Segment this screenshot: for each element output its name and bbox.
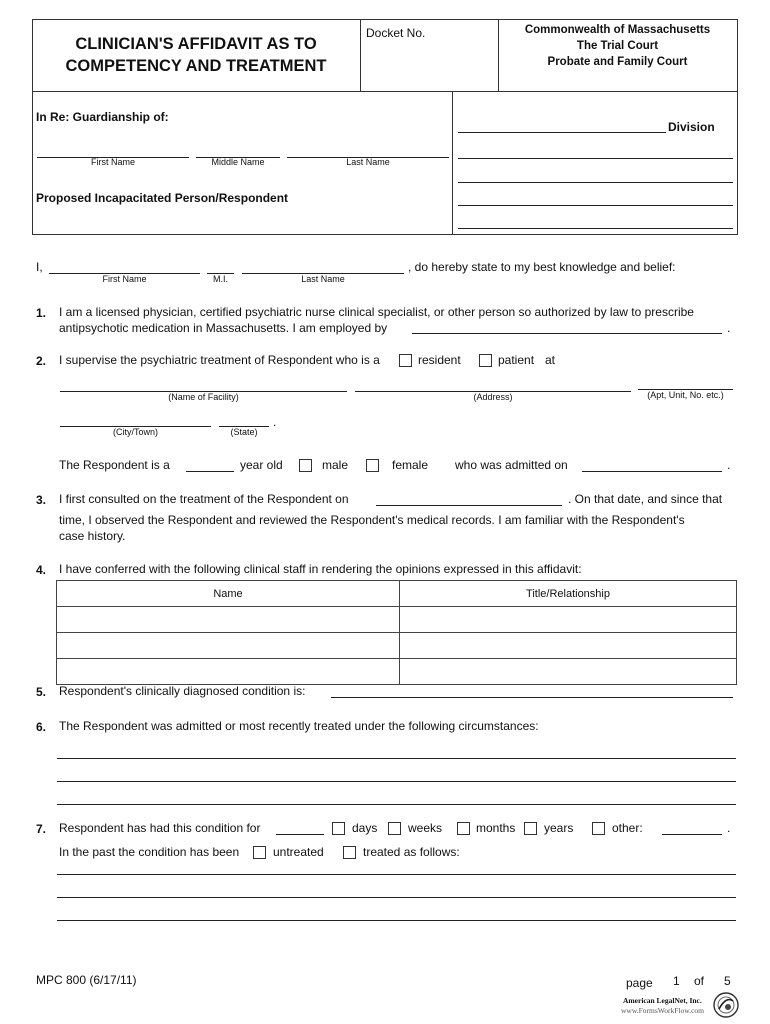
- other-duration-field[interactable]: [662, 834, 722, 835]
- item7-text: Respondent has had this condition for: [59, 821, 261, 835]
- division-label: Division: [668, 120, 715, 134]
- item6-number: 6.: [36, 720, 47, 734]
- form-title-line2: COMPETENCY AND TREATMENT: [65, 57, 327, 75]
- court-address-line4[interactable]: [458, 228, 733, 229]
- year-old-label: year old: [240, 458, 283, 472]
- respondent-is-label: The Respondent is a: [59, 458, 170, 472]
- male-checkbox[interactable]: [299, 459, 312, 472]
- item2-number: 2.: [36, 354, 47, 368]
- ward-last-name-caption: Last Name: [346, 157, 390, 167]
- item7-period: .: [727, 821, 731, 835]
- court-address-line1[interactable]: [458, 158, 733, 159]
- item6-text: The Respondent was admitted or most recently treated under the following circumstances:: [59, 719, 539, 733]
- facility-address-caption: (Address): [473, 392, 513, 402]
- docket-label: Docket No.: [366, 26, 426, 40]
- months-checkbox[interactable]: [457, 822, 470, 835]
- at-label: at: [545, 353, 556, 367]
- item1-number: 1.: [36, 306, 47, 320]
- column-header-name: Name: [57, 581, 400, 607]
- item5-text: Respondent's clinically diagnosed condition is:: [59, 684, 306, 698]
- other-label: other:: [612, 821, 643, 835]
- intro-statement: , do hereby state to my best knowledge and belief:: [408, 260, 676, 274]
- city-state-period: .: [273, 415, 277, 429]
- page-number: 1: [673, 974, 680, 988]
- table-row: [57, 633, 737, 659]
- court-line1: Commonwealth of Massachusetts: [524, 24, 711, 36]
- item3-line3: case history.: [59, 529, 126, 543]
- treatment-line1[interactable]: [57, 874, 736, 875]
- female-label: female: [392, 458, 429, 472]
- docket-number-field[interactable]: [362, 42, 496, 88]
- treated-as-label: treated as follows:: [363, 845, 460, 859]
- division-divider-v: [452, 91, 453, 234]
- item7-number: 7.: [36, 822, 47, 836]
- staff-name-cell[interactable]: [57, 633, 400, 659]
- other-checkbox[interactable]: [592, 822, 605, 835]
- patient-label: patient: [498, 353, 535, 367]
- clinician-first-name-caption: First Name: [102, 274, 147, 284]
- intro-i: I,: [36, 260, 43, 274]
- patient-checkbox[interactable]: [479, 354, 492, 367]
- years-label: years: [544, 821, 574, 835]
- item1-period: .: [727, 321, 731, 335]
- court-address-line3[interactable]: [458, 205, 733, 206]
- item3-line1a: I first consulted on the treatment of the Respondent on: [59, 492, 349, 506]
- division-field[interactable]: [458, 132, 666, 133]
- item3-line2: time, I observed the Respondent and reviewed the Respondent's medical records. I am familiar with the Respondent's: [59, 513, 685, 527]
- item3-line1b: . On that date, and since that: [568, 492, 723, 506]
- circumstances-line3[interactable]: [57, 804, 736, 805]
- brand-logo-icon: [713, 992, 739, 1021]
- item1-line2: antipsychotic medication in Massachusetts. I am employed by: [59, 321, 388, 335]
- admission-date-field[interactable]: [582, 471, 722, 472]
- brand-url: www.FormsWorkFlow.com: [621, 1006, 705, 1015]
- item1-line1: I am a licensed physician, certified psychiatric nurse clinical specialist, or other person so authorized by law to prescribe: [59, 305, 694, 319]
- in-re-label: In Re: Guardianship of:: [36, 110, 169, 124]
- treatment-line3[interactable]: [57, 920, 736, 921]
- state-caption: (State): [230, 427, 258, 437]
- court-line3: Probate and Family Court: [547, 56, 688, 68]
- circumstances-line1[interactable]: [57, 758, 736, 759]
- resident-label: resident: [418, 353, 461, 367]
- clinician-last-name-caption: Last Name: [301, 274, 345, 284]
- column-header-title: Title/Relationship: [400, 581, 737, 607]
- days-checkbox[interactable]: [332, 822, 345, 835]
- female-checkbox[interactable]: [366, 459, 379, 472]
- brand-name: American LegalNet, Inc.: [623, 996, 702, 1005]
- weeks-label: weeks: [408, 821, 443, 835]
- of-label: of: [694, 974, 705, 988]
- title-divider-v: [360, 19, 361, 91]
- past-condition-text: In the past the condition has been: [59, 845, 240, 859]
- clinical-staff-table: [56, 580, 737, 685]
- item4-text: I have conferred with the following clinical staff in rendering the opinions expressed in this affidavit:: [59, 562, 582, 576]
- table-header-row: [57, 581, 737, 607]
- employer-field[interactable]: [412, 333, 722, 334]
- respondent-label: Proposed Incapacitated Person/Respondent: [36, 191, 289, 205]
- court-line2: The Trial Court: [576, 40, 659, 52]
- item2-text: I supervise the psychiatric treatment of Respondent who is a: [59, 353, 380, 367]
- header-divider-h: [32, 91, 737, 92]
- treated-checkbox[interactable]: [343, 846, 356, 859]
- months-label: months: [476, 821, 516, 835]
- facility-apt-caption: (Apt, Unit, No. etc.): [647, 390, 724, 400]
- years-checkbox[interactable]: [524, 822, 537, 835]
- staff-title-cell[interactable]: [400, 659, 737, 685]
- item4-number: 4.: [36, 563, 47, 577]
- diagnosis-field[interactable]: [331, 697, 733, 698]
- form-title-line1: CLINICIAN'S AFFIDAVIT AS TO: [75, 35, 317, 53]
- untreated-checkbox[interactable]: [253, 846, 266, 859]
- days-label: days: [352, 821, 378, 835]
- staff-title-cell[interactable]: [400, 633, 737, 659]
- city-caption: (City/Town): [112, 427, 158, 437]
- first-consult-date-field[interactable]: [376, 505, 562, 506]
- staff-name-cell[interactable]: [57, 659, 400, 685]
- condition-duration-field[interactable]: [276, 834, 324, 835]
- table-row: [57, 659, 737, 685]
- page-label: page: [626, 976, 653, 990]
- item5-number: 5.: [36, 685, 47, 699]
- form-id: MPC 800 (6/17/11): [36, 973, 137, 987]
- page-total: 5: [724, 974, 731, 988]
- facility-name-caption: (Name of Facility): [168, 392, 239, 402]
- admitted-on-label: who was admitted on: [455, 458, 568, 472]
- staff-name-cell[interactable]: [57, 607, 400, 633]
- ward-first-name-caption: First Name: [90, 157, 135, 167]
- male-label: male: [322, 458, 349, 472]
- table-row: [57, 607, 737, 633]
- respondent-age-field[interactable]: [186, 471, 234, 472]
- ward-middle-name-caption: Middle Name: [211, 157, 265, 167]
- court-address-line2[interactable]: [458, 182, 733, 183]
- clinician-mi-caption: M.I.: [213, 274, 228, 284]
- item3-number: 3.: [36, 493, 47, 507]
- staff-title-cell[interactable]: [400, 607, 737, 633]
- resident-checkbox[interactable]: [399, 354, 412, 367]
- untreated-label: untreated: [273, 845, 324, 859]
- weeks-checkbox[interactable]: [388, 822, 401, 835]
- treatment-line2[interactable]: [57, 897, 736, 898]
- admitted-period: .: [727, 458, 731, 472]
- circumstances-line2[interactable]: [57, 781, 736, 782]
